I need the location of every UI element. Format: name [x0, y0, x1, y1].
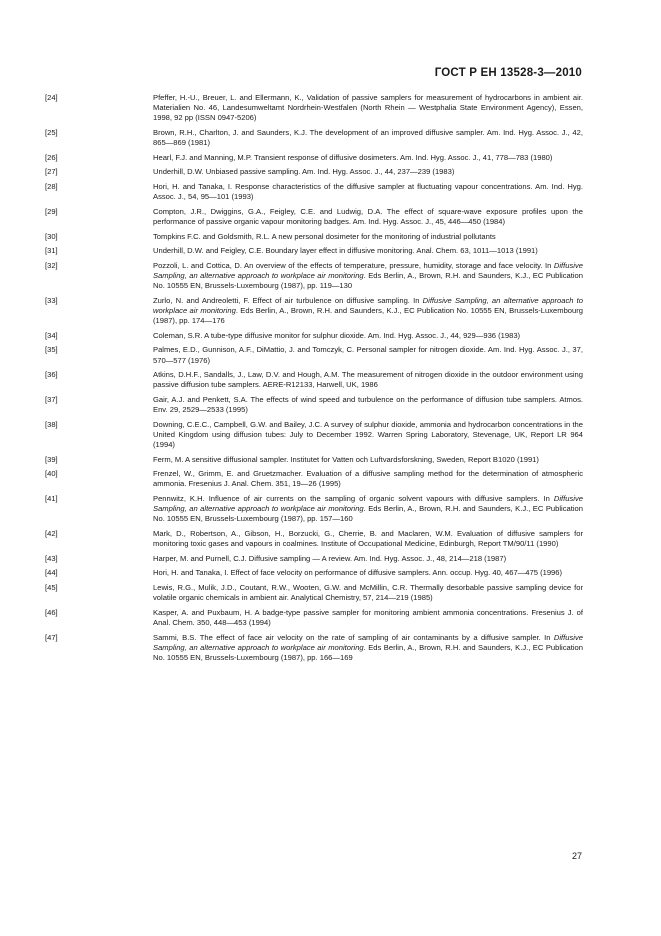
reference-text-part: Downing, C.E.C., Campbell, G.W. and Bailey, J.C. A survey of sulphur dioxide, ammonia and hydrocarbon concentrations in the United Kingdom using diffusion tubes: July to December 1992. Warren Spring Laboratory, Stevenage, UK, Report LR 964 (1994) — [153, 419, 583, 449]
reference-number: [46] — [45, 607, 58, 617]
reference-title-italic: Diffusive Sampling, an alternative approach to workplace air monitoring — [153, 295, 584, 315]
reference-number: [27] — [45, 167, 58, 177]
reference-text-part: Underhill, D.W. and Feigley, C.E. Boundary layer effect in diffusive monitoring. Anal. Chem. 63, 1011—1013 (1991) — [153, 246, 538, 256]
reference-number: [28] — [45, 182, 58, 192]
reference-text — [153, 167, 583, 177]
reference-entry — [45, 554, 583, 564]
reference-entry — [45, 370, 583, 390]
reference-entry — [45, 420, 583, 450]
reference-entry — [45, 232, 583, 242]
reference-text — [153, 207, 583, 227]
reference-text — [153, 554, 583, 564]
reference-text — [153, 153, 583, 163]
reference-entry — [45, 345, 583, 365]
reference-text-part: . Eds Berlin, A., Brown, R.H. and Saunders, K.J., EC Publication No. 10555 EN, Brussels-Luxembourg (1987), pp. 174—176 — [153, 305, 583, 326]
reference-text — [153, 633, 583, 663]
reference-entry — [45, 583, 583, 603]
reference-number: [39] — [45, 454, 58, 464]
reference-text-part: Kasper, A. and Puxbaum, H. A badge-type passive sampler for monitoring ambient ammonia concentrations. Fresenius J. of Anal. Chem. 350, 448—453 (1994) — [153, 607, 583, 627]
reference-text-part: . Eds Berlin, A., Brown, R.H. and Saunders, K.J., EC Publication No. 10555 EN, Brussels-Luxembourg (1987), pp. 157—160 — [153, 504, 583, 524]
reference-text-part: . Eds Berlin, A., Brown, R.H. and Saunders, K.J., EC Publication No. 10555 EN, Brussels-Luxembourg (1987), pp. 119—130 — [153, 271, 583, 291]
reference-title-italic: Diffusive Sampling, an alternative approach to workplace air monitoring — [153, 632, 583, 652]
reference-text-part: . Eds Berlin, A., Brown, R.H. and Saunders, K.J., EC Publication No. 10555 EN, Brussels-Luxembourg (1987), pp. 166—169 — [153, 642, 583, 662]
reference-text — [153, 182, 583, 202]
reference-entry — [45, 494, 583, 524]
reference-entry — [45, 207, 583, 227]
reference-text — [153, 370, 583, 390]
reference-entry — [45, 529, 583, 549]
reference-text-part: Pennwitz, K.H. Influence of air currents on the sampling of organic solvent vapours with diffusive samplers. In — [153, 494, 554, 504]
reference-title-italic: Diffusive Sampling, an alternative approach to workplace air monitoring — [153, 260, 583, 281]
reference-number: [37] — [45, 394, 58, 404]
reference-entry — [45, 246, 583, 256]
reference-text-part: Zurlo, N. and Andreoletti, F. Effect of air turbulence on diffusive sampling. In — [153, 295, 423, 305]
reference-number: [40] — [45, 469, 58, 479]
reference-text-part: Ferm, M. A sensitive diffusional sampler. Institutet for Vatten och Luftvardsforskning, Sweden, Report B1020 (1991) — [153, 454, 539, 464]
reference-text — [153, 395, 583, 415]
reference-text — [153, 420, 583, 450]
page-number: 27 — [572, 851, 583, 861]
reference-entry — [45, 261, 583, 291]
reference-text — [153, 345, 583, 365]
reference-number: [45] — [45, 583, 58, 593]
reference-title-italic: Diffusive Sampling, an alternative approach to workplace air monitoring — [153, 494, 583, 514]
reference-number: [35] — [45, 345, 58, 355]
reference-entry — [45, 469, 583, 489]
reference-text — [153, 261, 583, 291]
reference-number: [29] — [45, 206, 58, 216]
reference-number: [38] — [45, 419, 58, 429]
reference-text-part: Harper, M. and Purnell, C.J. Diffusive sampling — A review. Am. Ind. Hyg. Assoc. J., 48, 214—218 (1987) — [153, 553, 507, 563]
reference-text-part: Mark, D., Robertson, A., Gibson, H., Borzucki, G., Cherrie, B. and Maclaren, W.M. Evaluation of diffusive samplers for monitoring toxic gases and vapours in coalmines. Institute of Occupational Medicine, Edinburgh, Report TM/90/11 (1990) — [153, 528, 583, 549]
reference-text — [153, 455, 583, 465]
reference-text-part: Gair, A.J. and Penkett, S.A. The effects of wind speed and turbulence on the performance of diffusion tube samplers. Atmos. Env. 29, 2529—2533 (1995) — [153, 394, 583, 415]
reference-entry — [45, 608, 583, 628]
reference-number: [30] — [45, 231, 58, 241]
reference-text-part: Atkins, D.H.F., Sandalls, J., Law, D.V. and Hough, A.M. The measurement of nitrogen dioxide in the outdoor environment using passive diffusion tube samplers. AERE-R12133, Harwell, UK, 1986 — [153, 370, 583, 390]
document-header: ГОСТ Р ЕН 13528-3—2010 — [434, 67, 582, 79]
reference-text-part: Compton, J.R., Dwiggins, G.A., Feigley, C.E. and Ludwig, D.A. The effect of square-wave exposure profiles upon the performance of passive organic vapour monitoring badges. Am. Ind. Hyg. Assoc. J., 45, 446—450 (1984) — [153, 206, 583, 226]
reference-number: [34] — [45, 330, 58, 340]
reference-text — [153, 246, 583, 256]
reference-text — [153, 529, 583, 549]
reference-text-part: Coleman, S.R. A tube-type diffusive monitor for sulphur dioxide. Am. Ind. Hyg. Assoc. J., 44, 929—936 (1983) — [153, 330, 521, 340]
reference-entry — [45, 633, 583, 663]
reference-text-part: Lewis, R.G., Mulik, J.D., Coutant, R.W., Wooten, G.W. and McMillin, C.R. Thermally desorbable passive sampling device for volatile organic chemicals in ambient air. Analytical Chemistry, 57, 214—219 (1985) — [153, 583, 583, 603]
reference-text — [153, 583, 583, 603]
reference-text — [153, 331, 583, 341]
reference-entry — [45, 128, 583, 148]
reference-text — [153, 128, 583, 148]
reference-text-part: Palmes, E.D., Gunnison, A.F., DiMattio, J. and Tomczyk, C. Personal sampler for nitrogen dioxide. Am. Ind. Hyg. Assoc. J., 37, 570—577 (1976) — [153, 345, 583, 365]
reference-text — [153, 469, 583, 489]
reference-text-part: Hearl, F.J. and Manning, M.P. Transient response of diffusive dosimeters. Am. Ind. Hyg. Assoc. J., 41, 778—783 (1980) — [153, 152, 553, 162]
reference-text-part: Frenzel, W., Grimm, E. and Gruetzmacher. Evaluation of a diffusive sampling method for the determination of atmospheric ammonia. Fresenius J. Anal. Chem. 351, 19—26 (1995) — [153, 469, 583, 489]
reference-entry — [45, 395, 583, 415]
reference-text-part: Brown, R.H., Charlton, J. and Saunders, K.J. The development of an improved diffusive sampler. Am. Ind. Hyg. Assoc. J., 42, 865—869 (1981) — [153, 127, 583, 147]
reference-text — [153, 296, 583, 326]
reference-entry — [45, 331, 583, 341]
reference-text-part: Underhill, D.W. Unbiased passive sampling. Am. Ind. Hyg. Assoc. J., 44, 237—239 (1983) — [153, 167, 455, 177]
reference-text — [153, 568, 583, 578]
reference-entry — [45, 167, 583, 177]
reference-entry — [45, 455, 583, 465]
reference-number: [44] — [45, 568, 58, 578]
reference-text-part: Pozzoli, L. and Cottica, D. An overview of the effects of temperature, pressure, humidity, storage and face velocity. In — [153, 260, 554, 270]
reference-text-part: Pfeffer, H.-U., Breuer, L. and Ellermann, K., Validation of passive samplers for measurement of hydrocarbons in ambient air. Materialien No. 46, Landesumweltamt Nordrhein-Westfalen (North Rhein — Westphalia State Environment Agency), Essen, 1998, 92 pp (ISSN 0947-5206) — [153, 93, 583, 123]
reference-list — [45, 93, 583, 668]
reference-text — [153, 494, 583, 524]
reference-text — [153, 93, 583, 123]
reference-entry — [45, 93, 583, 123]
reference-text-part: Tompkins F.C. and Goldsmith, R.L. A new personal dosimeter for the monitoring of industrial pollutants — [153, 231, 496, 241]
reference-text — [153, 608, 583, 628]
reference-entry — [45, 153, 583, 163]
reference-text-part: Hori, H. and Tanaka, I. Effect of face velocity on performance of diffusive samplers. Ann. occup. Hyg. 40, 467—475 (1996) — [153, 568, 563, 578]
reference-entry — [45, 296, 583, 326]
reference-number: [32] — [45, 260, 58, 270]
reference-number: [42] — [45, 528, 58, 538]
reference-number: [26] — [45, 152, 58, 162]
reference-number: [47] — [45, 632, 58, 642]
reference-number: [33] — [45, 295, 58, 305]
reference-number: [36] — [45, 370, 58, 380]
reference-number: [24] — [45, 93, 58, 102]
reference-number: [25] — [45, 127, 58, 137]
reference-number: [31] — [45, 246, 58, 256]
reference-text — [153, 232, 583, 242]
reference-number: [43] — [45, 553, 58, 563]
reference-text-part: Sammi, B.S. The effect of face air velocity on the rate of sampling of air contaminants by a diffusive sampler. In — [153, 632, 554, 642]
reference-entry — [45, 568, 583, 578]
reference-number: [41] — [45, 494, 58, 504]
reference-text-part: Hori, H. and Tanaka, I. Response characteristics of the diffusive sampler at fluctuating vapour concentrations. Am. Ind. Hyg. Assoc. J., 54, 95—101 (1993) — [153, 182, 583, 202]
reference-entry — [45, 182, 583, 202]
